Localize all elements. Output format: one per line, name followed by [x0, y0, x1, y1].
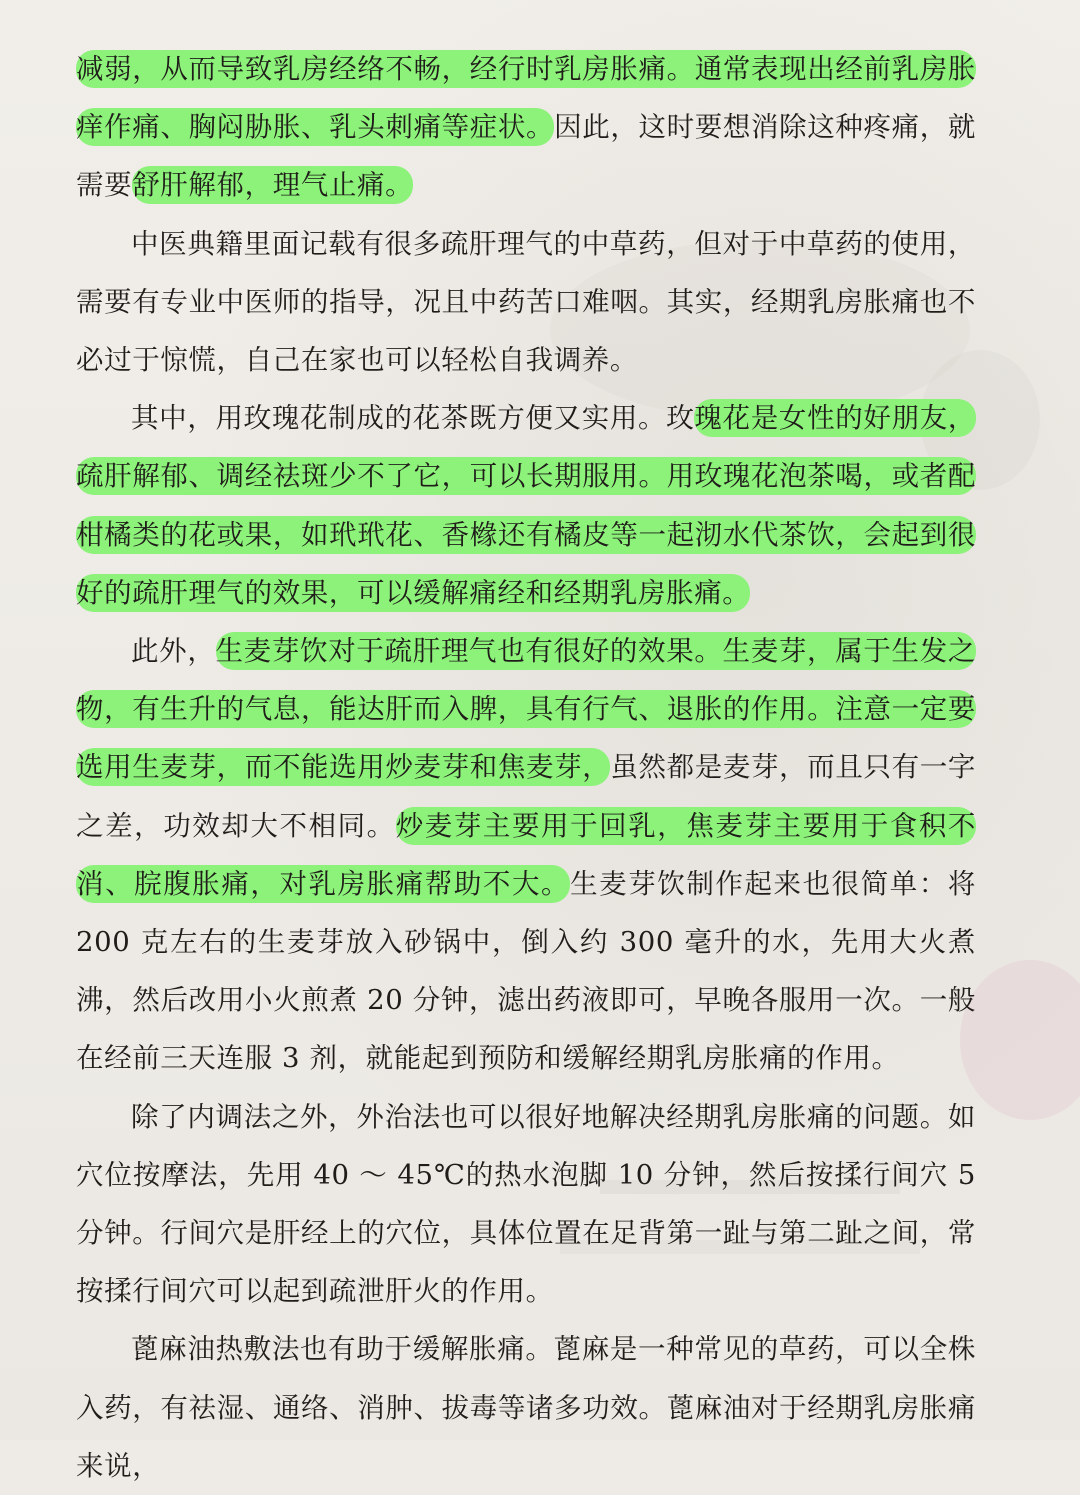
text-segment: 除了内调法之外，外治法也可以很好地解决经期乳房胀痛的问题。如穴位按摩法，先用 40 ～ 45℃的热水泡脚 10 分钟，然后按揉行间穴 5 分钟。行间穴是肝经上的穴位，具体位置在足背第一趾与第二趾之间，常按揉行间穴可以起到疏泄肝火的作用。 — [76, 1100, 976, 1308]
paragraph — [76, 622, 976, 1088]
text-segment: 此外， — [131, 635, 216, 668]
paragraph — [76, 215, 976, 390]
paragraph — [76, 40, 976, 215]
text-segment: 虽然都是麦芽，而且只有一字之差，功效却大不相同。 — [76, 751, 976, 842]
text-segment: 中医典籍里面记载有很多疏肝理气的中草药，但对于中草药的使用，需要有专业中医师的指导，况且中药苦口难咽。其实，经期乳房胀痛也不必过于惊慌，自己在家也可以轻松自我调养。 — [76, 227, 976, 377]
paragraph — [76, 1320, 976, 1495]
text-segment: 其中，用玫瑰花制成的花茶既方便又实用。玫 — [131, 402, 695, 435]
paragraph — [76, 389, 976, 622]
text-segment: 蓖麻油热敷法也有助于缓解胀痛。蓖麻是一种常见的草药，可以全株入药，有祛湿、通络、消肿、拔毒等诸多功效。蓖麻油对于经期乳房胀痛来说， — [76, 1333, 976, 1482]
highlighted-text: 生麦芽饮对于疏肝理气也有很好的效果。生麦芽，属于生发之物，有生升的气息，能达肝而入脾，具有行气、退胀的作用。注意一定要选用生麦芽，而不能选用炒麦芽和焦麦芽， — [76, 632, 976, 786]
text-segment: 因此，这时要想消除这种疼痛，就需要 — [76, 111, 976, 202]
highlighted-text: 减弱，从而导致乳房经络不畅，经行时乳房胀痛。通常表现出经前乳房胀痒作痛、胸闷胁胀、乳头刺痛等症状。 — [76, 50, 976, 146]
highlighted-text: 炒麦芽主要用于回乳，焦麦芽主要用于食积不消、脘腹胀痛，对乳房胀痛帮助不大。 — [76, 807, 976, 903]
paragraph — [76, 1088, 976, 1321]
highlighted-text: 舒肝解郁，理气止痛。 — [132, 166, 413, 204]
body-text — [76, 40, 976, 1495]
highlighted-text: 瑰花是女性的好朋友，疏肝解郁、调经祛斑少不了它，可以长期服用。用玫瑰花泡茶喝，或者配柑橘类的花或果，如玳玳花、香橼还有橘皮等一起沏水代茶饮，会起到很好的疏肝理气的效果，可以缓解痛经和经期乳房胀痛。 — [76, 399, 976, 612]
text-segment: 生麦芽饮制作起来也很简单：将 200 克左右的生麦芽放入砂锅中，倒入约 300 毫升的水，先用大火煮沸，然后改用小火煎煮 20 分钟，滤出药液即可，早晚各服用一次。一般在经前三天连服 3 剂，就能起到预防和缓解经期乳房胀痛的作用。 — [76, 867, 976, 1075]
